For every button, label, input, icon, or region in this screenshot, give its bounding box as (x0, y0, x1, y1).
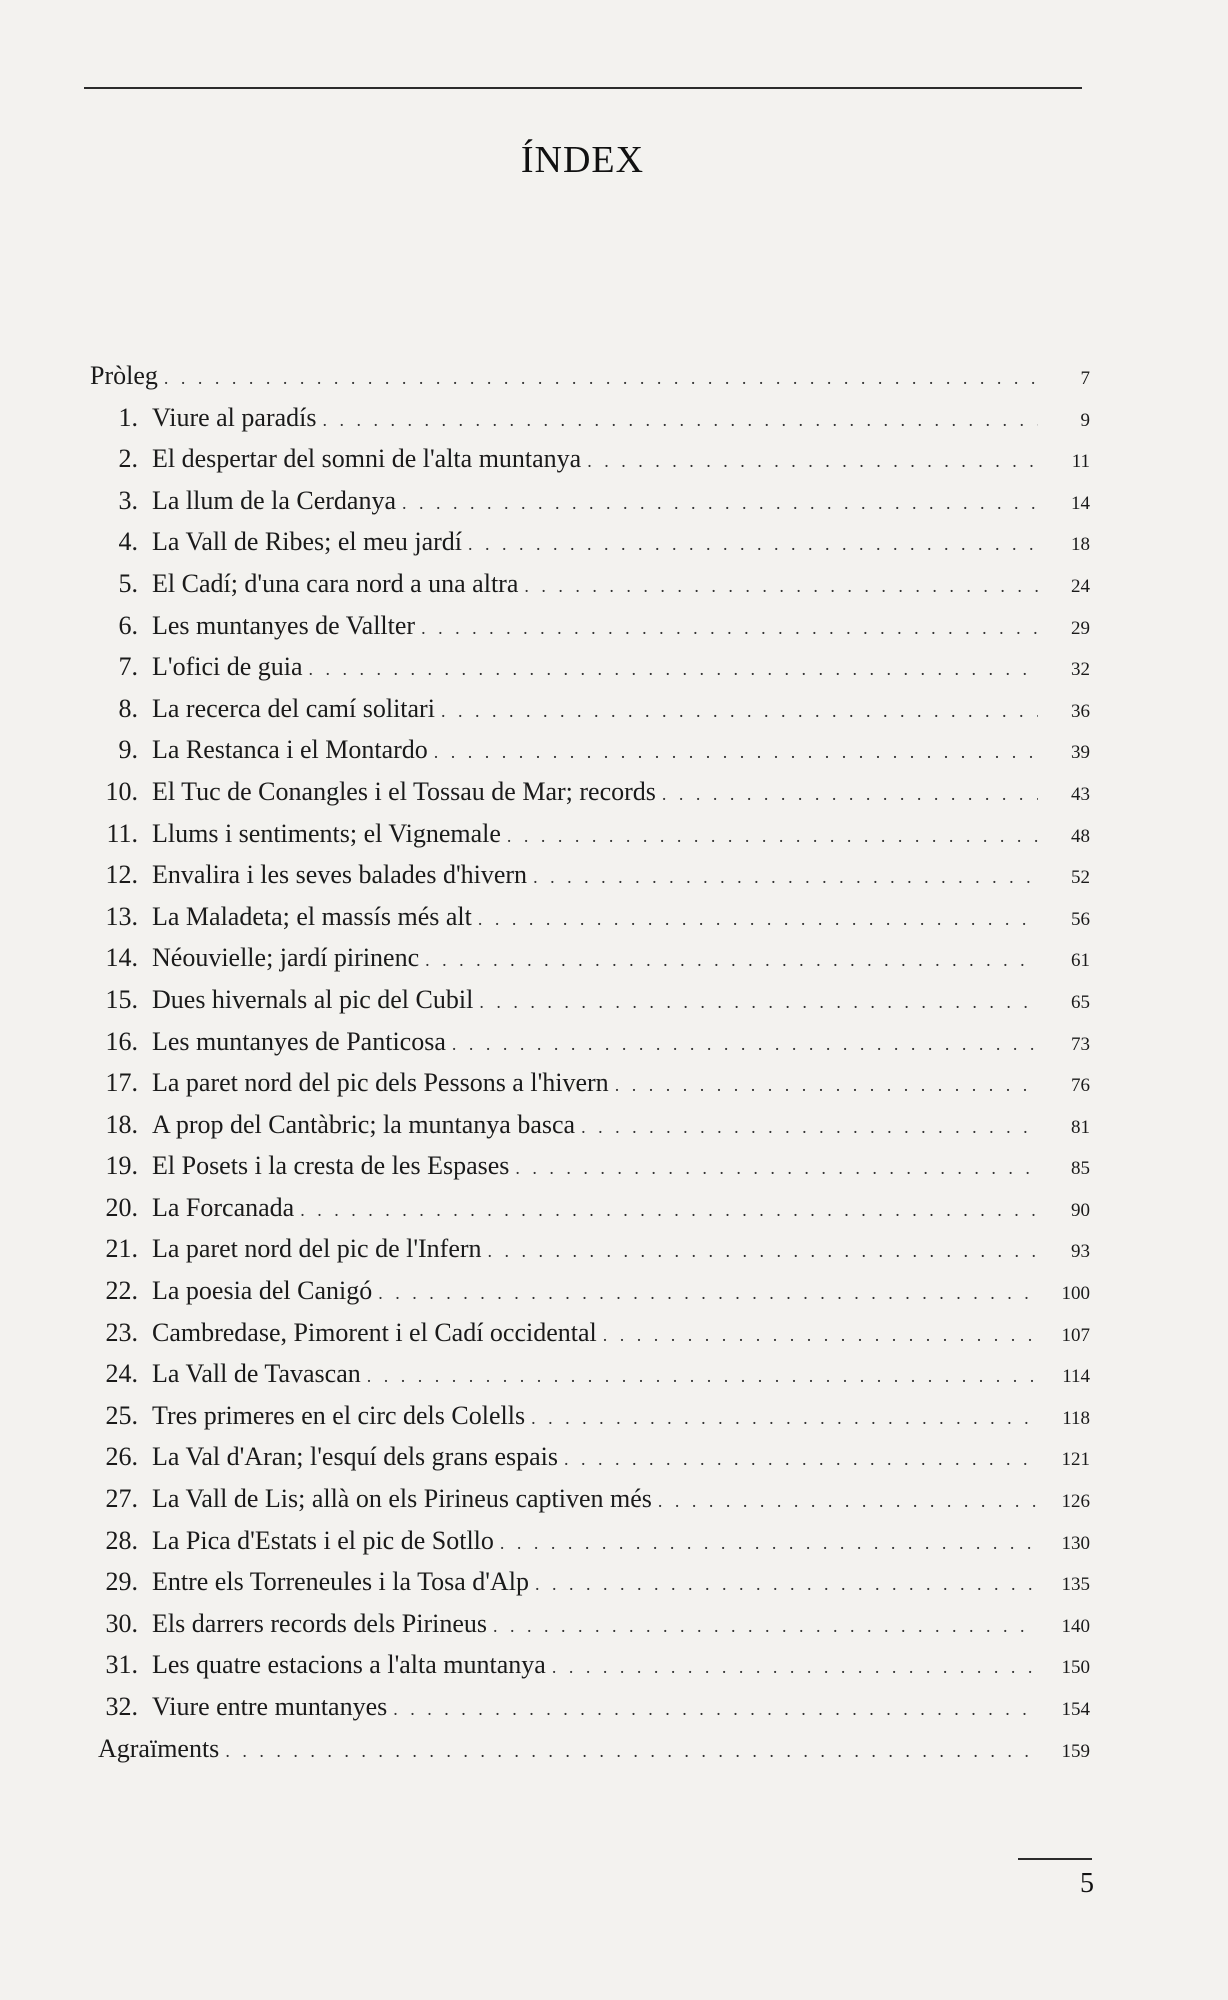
toc-entry (90, 480, 1090, 522)
toc-page-number: 61 (1071, 950, 1090, 972)
chapter-number: 10. (105, 776, 138, 806)
chapter-number: 11. (106, 818, 138, 848)
dot-leader (225, 1731, 1038, 1773)
toc-entry (90, 729, 1090, 771)
toc-entry-title: La Val d'Aran; l'esquí dels grans espais (152, 1442, 559, 1472)
dot-leader (581, 1107, 1038, 1149)
chapter-number: 20. (105, 1192, 138, 1222)
chapter-number: 17. (105, 1068, 138, 1098)
toc-entry (90, 1312, 1090, 1354)
chapter-number: 18. (105, 1109, 138, 1139)
dot-leader (552, 1647, 1038, 1689)
toc-entry-title: Les muntanyes de Panticosa (152, 1026, 446, 1056)
toc-entry (90, 1021, 1090, 1063)
dot-leader (367, 1356, 1038, 1398)
toc-entry-title: La recerca del camí solitari (152, 693, 435, 723)
chapter-number: 28. (105, 1525, 138, 1555)
toc-page-number: 135 (1061, 1574, 1090, 1596)
toc-entry (90, 1187, 1090, 1229)
chapter-number: 31. (105, 1650, 138, 1680)
toc-entry (90, 937, 1090, 979)
dot-leader (662, 774, 1038, 816)
chapter-number: 30. (105, 1608, 138, 1638)
toc-entry-title: La poesia del Canigó (152, 1276, 373, 1306)
toc-entry-prolog (90, 355, 1090, 397)
toc-entry (90, 438, 1090, 480)
toc-page-number: 39 (1071, 742, 1090, 764)
toc-entry-title: La Maladeta; el massís més alt (152, 901, 472, 931)
table-of-contents (90, 355, 1090, 1769)
toc-page-number: 43 (1071, 783, 1090, 805)
chapter-number: 12. (105, 860, 138, 890)
toc-page-number: 114 (1062, 1366, 1090, 1388)
toc-entry (90, 688, 1090, 730)
dot-leader (524, 566, 1038, 608)
toc-entry-title: La paret nord del pic de l'Infern (152, 1234, 482, 1264)
dot-leader (500, 1523, 1038, 1565)
chapter-number: 29. (105, 1567, 138, 1597)
dot-leader (402, 483, 1038, 525)
toc-page-number: 32 (1071, 659, 1090, 681)
chapter-number: 13. (105, 901, 138, 931)
chapter-number: 22. (105, 1276, 138, 1306)
toc-entry (90, 1478, 1090, 1520)
toc-page-number: 65 (1071, 991, 1090, 1013)
toc-entry-title: El Cadí; d'una cara nord a una altra (152, 568, 519, 598)
toc-entry-title: La Restanca i el Montardo (152, 735, 428, 765)
dot-leader (479, 982, 1038, 1024)
toc-page-number: 118 (1062, 1407, 1090, 1429)
toc-entry (90, 1644, 1090, 1686)
dot-leader (378, 1273, 1038, 1315)
toc-page-number: 85 (1071, 1158, 1090, 1180)
toc-entry-title: La Vall de Ribes; el meu jardí (152, 527, 462, 557)
toc-entry (90, 521, 1090, 563)
toc-entry-title: Dues hivernals al pic del Cubil (152, 984, 474, 1014)
toc-page-number: 107 (1061, 1324, 1090, 1346)
top-rule (84, 87, 1082, 89)
toc-entry-title: El Tuc de Conangles i el Tossau de Mar; records (152, 776, 656, 806)
toc-page-number: 140 (1061, 1615, 1090, 1637)
toc-entry (90, 896, 1090, 938)
chapter-number: 21. (105, 1234, 138, 1264)
dot-leader (535, 1564, 1038, 1606)
toc-entry-title: Llums i sentiments; el Vignemale (152, 818, 501, 848)
chapter-number: 15. (105, 984, 138, 1014)
chapter-number: 32. (105, 1692, 138, 1721)
toc-page-number: 7 (1080, 368, 1090, 389)
toc-entry (90, 854, 1090, 896)
chapter-number: 23. (105, 1317, 138, 1347)
toc-entry (90, 397, 1090, 439)
chapter-number: 16. (105, 1026, 138, 1056)
toc-entry-title: Agraïments (98, 1733, 220, 1763)
toc-page-number: 18 (1071, 534, 1090, 556)
toc-entry-title: Cambredase, Pimorent i el Cadí occidental (152, 1317, 597, 1347)
toc-entry (90, 646, 1090, 688)
toc-entry (90, 1686, 1090, 1728)
chapter-number: 27. (105, 1484, 138, 1514)
toc-entry (90, 1145, 1090, 1187)
toc-entry-title: La Vall de Tavascan (152, 1359, 361, 1389)
toc-page-number: 121 (1061, 1449, 1090, 1471)
toc-entry-title: Néouvielle; jardí pirinenc (152, 943, 420, 973)
dot-leader (658, 1481, 1038, 1523)
toc-page-number: 150 (1061, 1657, 1090, 1679)
chapter-number: 8. (118, 693, 138, 723)
toc-page-number: 73 (1071, 1033, 1090, 1055)
toc-entry (90, 1270, 1090, 1312)
toc-page-number: 100 (1061, 1283, 1090, 1305)
toc-entry-title: La Forcanada (152, 1192, 295, 1222)
toc-entry (90, 771, 1090, 813)
toc-entry-title: L'ofici de guia (152, 652, 303, 682)
chapter-number: 7. (118, 652, 138, 682)
toc-page-number: 29 (1071, 617, 1090, 639)
toc-entry (90, 1104, 1090, 1146)
toc-entry (90, 1520, 1090, 1562)
chapter-number: 6. (118, 610, 138, 640)
page-title: ÍNDEX (520, 139, 645, 181)
folio-page-number: 5 (1080, 1868, 1094, 1899)
toc-page-number: 76 (1071, 1075, 1090, 1097)
toc-entry-title: A prop del Cantàbric; la muntanya basca (152, 1109, 576, 1139)
toc-entry-title: La Pica d'Estats i el pic de Sotllo (152, 1525, 494, 1555)
toc-entry-acknowledgements (90, 1728, 1090, 1770)
toc-page-number: 90 (1071, 1199, 1090, 1221)
toc-entry-title: Els darrers records dels Pirineus (152, 1608, 488, 1638)
chapter-number: 25. (105, 1400, 138, 1430)
chapter-number: 24. (105, 1359, 138, 1389)
chapter-number: 4. (118, 527, 138, 557)
dot-leader (309, 649, 1038, 691)
dot-leader (478, 899, 1038, 941)
toc-page-number: 154 (1061, 1699, 1090, 1720)
toc-entry-title: La paret nord del pic dels Pessons a l'hivern (152, 1068, 609, 1098)
toc-entry-title: Viure entre muntanyes (152, 1692, 388, 1721)
dot-leader (564, 1439, 1038, 1481)
toc-entry-title: Pròleg (90, 361, 158, 390)
dot-leader (441, 691, 1038, 733)
footer-rule (1018, 1858, 1092, 1860)
toc-page-number: 81 (1071, 1116, 1090, 1138)
toc-entry-title: La llum de la Cerdanya (152, 485, 397, 515)
toc-entry (90, 1228, 1090, 1270)
toc-page-number: 130 (1061, 1532, 1090, 1554)
dot-leader (603, 1315, 1038, 1357)
toc-entry (90, 1395, 1090, 1437)
dot-leader (615, 1065, 1038, 1107)
toc-entry (90, 563, 1090, 605)
toc-entry-title: Viure al paradís (152, 402, 317, 432)
toc-entry-title: El despertar del somni de l'alta muntanya (152, 444, 582, 474)
toc-page-number: 36 (1071, 700, 1090, 722)
toc-page-number: 93 (1071, 1241, 1090, 1263)
toc-entry (90, 605, 1090, 647)
toc-entry-title: Les quatre estacions a l'alta muntanya (152, 1650, 546, 1680)
chapter-number: 14. (105, 943, 138, 973)
toc-page-number: 52 (1071, 867, 1090, 889)
toc-entry-title: Tres primeres en el circ dels Colells (152, 1400, 526, 1430)
dot-leader (587, 441, 1038, 483)
toc-entry-title: Envalira i les seves balades d'hivern (152, 860, 528, 890)
dot-leader (488, 1231, 1038, 1273)
toc-entry-title: El Posets i la cresta de les Espases (152, 1151, 510, 1181)
chapter-number: 1. (118, 402, 138, 432)
chapter-number: 19. (105, 1151, 138, 1181)
toc-entry-title: La Vall de Lis; allà on els Pirineus captiven més (152, 1484, 652, 1514)
dot-leader (493, 1606, 1038, 1648)
toc-entry (90, 1353, 1090, 1395)
toc-entry (90, 813, 1090, 855)
toc-entry (90, 1062, 1090, 1104)
dot-leader (507, 816, 1038, 858)
toc-page-number: 56 (1071, 908, 1090, 930)
toc-entry (90, 979, 1090, 1021)
dot-leader (515, 1148, 1038, 1190)
dot-leader (300, 1190, 1038, 1232)
chapter-number: 2. (118, 444, 138, 474)
toc-page-number: 159 (1061, 1740, 1090, 1762)
toc-page-number: 9 (1080, 409, 1090, 431)
toc-entry-title: Entre els Torreneules i la Tosa d'Alp (152, 1567, 529, 1597)
toc-page-number: 24 (1071, 575, 1090, 597)
toc-page-number: 14 (1071, 492, 1090, 514)
toc-entry (90, 1436, 1090, 1478)
chapter-number: 9. (118, 735, 138, 765)
toc-entry (90, 1561, 1090, 1603)
chapter-number: 26. (105, 1442, 138, 1472)
chapter-number: 5. (118, 568, 138, 598)
dot-leader (322, 400, 1038, 442)
dot-leader (434, 732, 1038, 774)
dot-leader (452, 1024, 1038, 1066)
dot-leader (421, 608, 1038, 650)
dot-leader (531, 1398, 1038, 1440)
toc-entry-title: Les muntanyes de Vallter (152, 610, 416, 640)
toc-entry (90, 1603, 1090, 1645)
chapter-number: 3. (118, 485, 138, 515)
dot-leader (164, 358, 1038, 400)
dot-leader (425, 940, 1038, 982)
dot-leader (533, 857, 1038, 899)
toc-page-number: 11 (1071, 451, 1090, 473)
dot-leader (468, 524, 1038, 566)
toc-page-number: 126 (1061, 1491, 1090, 1513)
toc-page-number: 48 (1071, 825, 1090, 847)
dot-leader (393, 1689, 1038, 1731)
